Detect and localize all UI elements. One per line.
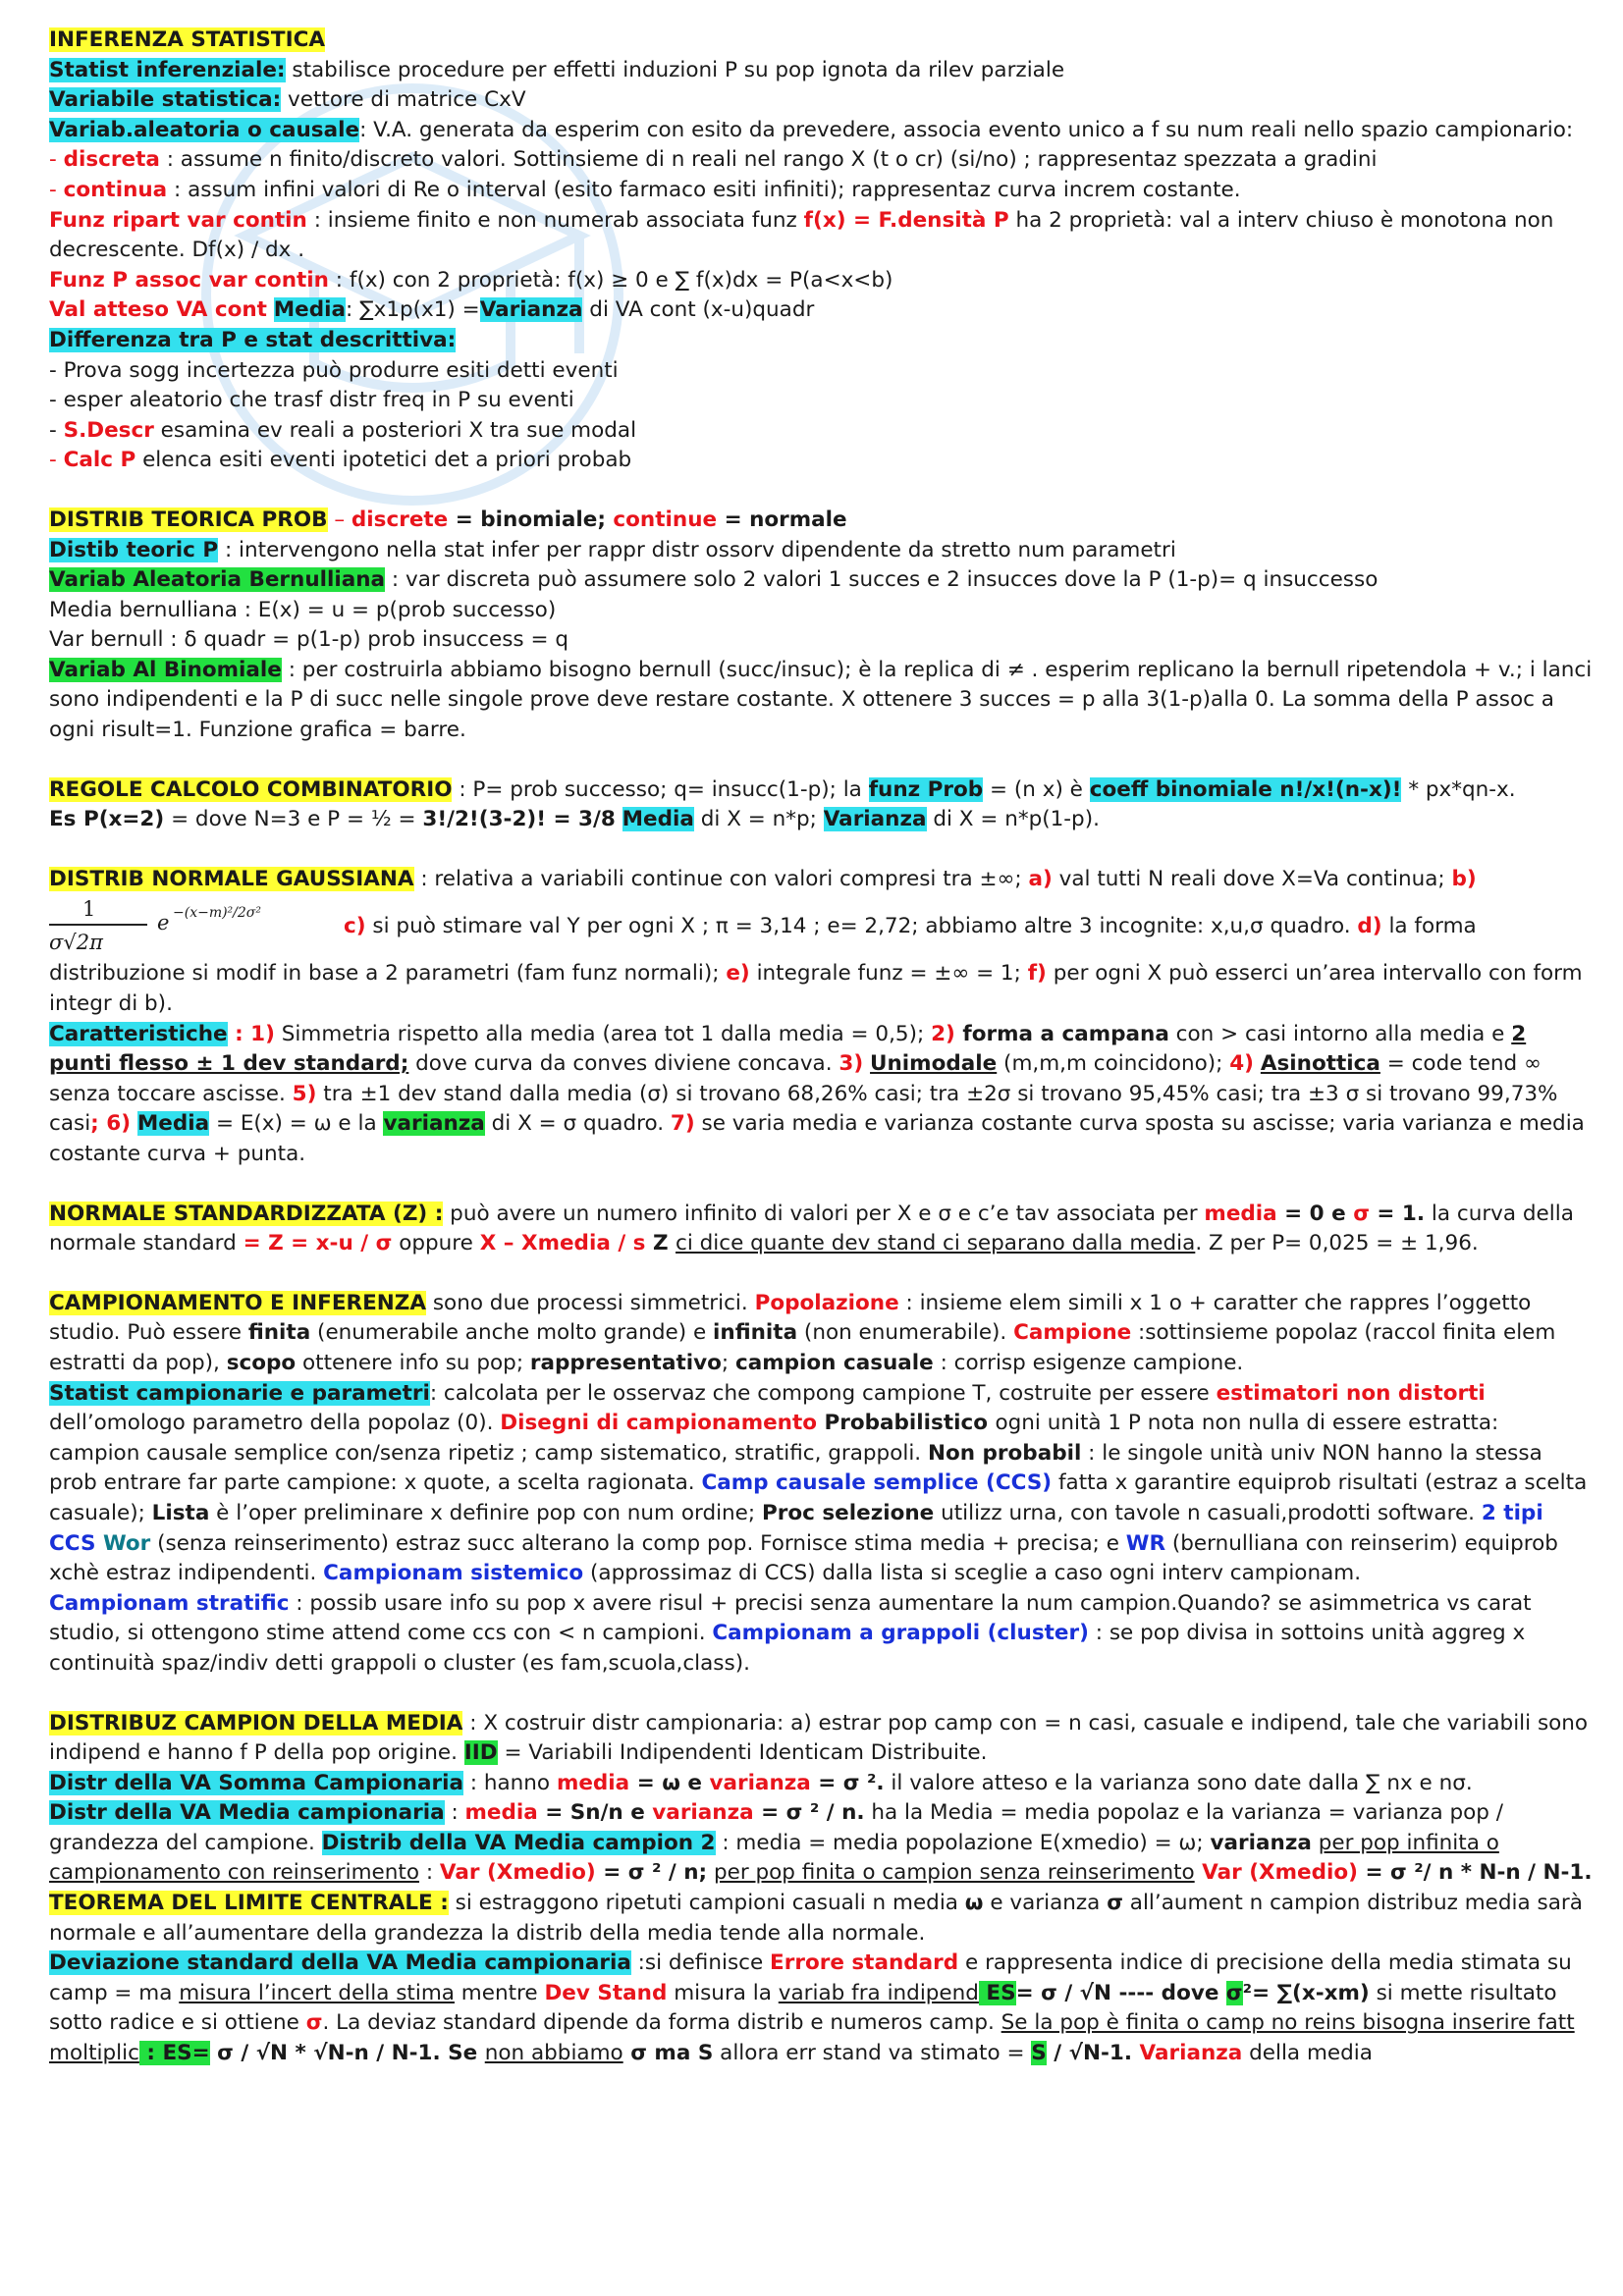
heading-normale-standardizzata: NORMALE STANDARDIZZATA (Z) :	[49, 1201, 444, 1226]
text: : hanno	[462, 1770, 557, 1795]
text: e varianza	[983, 1891, 1108, 1916]
text: –	[327, 507, 352, 532]
term: ω	[964, 1891, 984, 1916]
text: di VA cont (x-u)quadr	[582, 297, 815, 323]
document-page	[49, 26, 1593, 2069]
text: = E(x) = ω e la	[209, 1111, 384, 1137]
term: Calc P	[63, 448, 136, 473]
paragraph	[49, 416, 1593, 447]
term: IID	[463, 1740, 498, 1766]
term: infinita	[713, 1320, 798, 1346]
term: scopo	[226, 1350, 297, 1375]
text: misura la	[667, 1980, 779, 2005]
term: discreta	[63, 147, 160, 173]
text: la forma distribuzione si modif in base a 2 parametri (fam funz normali);	[49, 914, 1477, 987]
text: tra ±1 dev stand dalla media (σ) si trovano 68,26% casi; tra ±2σ si trovano 95,45% casi; tra ±3 σ si trovano 99,73% casi	[49, 1081, 1558, 1137]
text: = (n x) è	[983, 776, 1090, 802]
term: σ	[1353, 1201, 1370, 1226]
paragraph	[49, 805, 1593, 835]
text: ;	[721, 1350, 735, 1375]
term: forma a campana	[954, 1021, 1169, 1046]
text: = Sn/n e	[537, 1800, 653, 1826]
paragraph	[49, 565, 1593, 596]
text: val tutti N reali dove X=Va continua;	[1052, 866, 1452, 891]
paragraph	[49, 1798, 1593, 1889]
text: se varia media e varianza costante curva sposta su ascisse; varia varianza e media costante curva + punta.	[49, 1111, 1585, 1166]
term: Funz ripart var contin	[49, 207, 307, 233]
text: = code tend ∞ senza toccare ascisse.	[49, 1051, 1542, 1106]
text: ha 2 proprietà: val a interv chiuso è monotona non decrescente. Df(x) / dx .	[49, 207, 1554, 263]
text: dell’omologo parametro della popolaz (0).	[49, 1411, 501, 1436]
term: Varianza	[823, 807, 927, 832]
text	[1312, 1831, 1319, 1855]
paragraph	[49, 56, 1593, 86]
spacer	[49, 1170, 1593, 1200]
paragraph	[49, 1769, 1593, 1799]
paragraph: Media bernulliana : E(x) = u = p(prob successo)	[49, 597, 557, 622]
term: Distib teoric P	[49, 537, 219, 562]
paragraph	[49, 116, 1593, 146]
text	[616, 807, 622, 831]
text: integrale funz = ±∞ = 1;	[749, 961, 1028, 987]
term: Distr della VA Media campionaria	[49, 1800, 445, 1826]
term: Varianza	[479, 297, 583, 323]
spacer	[49, 746, 1593, 775]
term: Distrib della VA Media campion 2	[321, 1830, 716, 1855]
term: Proc selezione	[762, 1500, 935, 1525]
paragraph	[49, 1589, 1593, 1680]
text: ha la Media = media popolaz e la varianza = varianza pop / grandezza del campione.	[49, 1800, 1503, 1855]
text: per pop infinita o campionamento con reinserimento	[49, 1830, 1499, 1886]
term: Differenza tra P e stat descrittiva:	[49, 327, 457, 352]
text: = normale	[717, 507, 847, 532]
text: : f(x) con 2 proprietà: f(x) ≥ 0 e ∑ f(x)dx = P(a<x<b)	[328, 267, 893, 293]
paragraph	[49, 145, 1593, 176]
term: Media	[136, 1111, 210, 1137]
text: : corrisp esigenze campione.	[933, 1350, 1244, 1375]
paragraph: - Prova sogg incertezza può produrre esiti detti eventi	[49, 357, 619, 383]
term: = Z = x-u / σ	[243, 1231, 393, 1256]
term: Variab Al Binomiale	[49, 657, 282, 682]
text: vettore di matrice CxV	[281, 87, 526, 113]
term: Unimodale	[870, 1051, 998, 1077]
formula-numerator: 1	[82, 897, 96, 922]
section-normale-standardizzata	[49, 1200, 1593, 1259]
text: . La deviaz standard dipende da forma distrib e numeros camp.	[322, 2010, 1001, 2036]
term: Asinottica	[1260, 1051, 1380, 1077]
text: = σ ².	[810, 1770, 885, 1795]
text: con > casi intorno alla media e	[1168, 1021, 1512, 1046]
text: e rappresenta indice di precisione della media stimata su camp = ma	[49, 1950, 1572, 2005]
text: = Variabili Indipendenti Identicam Distribuite.	[497, 1740, 988, 1766]
dash: -	[49, 448, 64, 473]
heading-distribuz-campion-media: DISTRIBUZ CAMPION DELLA MEDIA	[49, 1710, 463, 1735]
term: Dev Stand	[544, 1980, 668, 2005]
paragraph	[49, 295, 1593, 326]
text: mentre	[454, 1980, 545, 2005]
text: : per costruirla abbiamo bisogno bernull (succ/insuc); è la replica di ≠ . esperim replicano la bernull ripetendola + v.; i lanci sono indipendenti e la P di succ nelle singole prove deve restare costante. X ottenere 3 succes = p alla 3(1-p)alla 0. La somma della P assoc a ogni risult=1. Funzione grafica = barre.	[49, 657, 1593, 743]
text: / √N-1.	[1046, 2041, 1140, 2066]
term: S.Descr	[63, 417, 154, 443]
text: (senza reinserimento) estraz succ alterano la comp pop. Fornisce stima media + precisa; e	[150, 1530, 1126, 1556]
marker: b)	[1451, 866, 1477, 891]
text: = ω e	[629, 1770, 710, 1795]
text: σ ma	[622, 2041, 698, 2066]
paragraph: - esper aleatorio che trasf distr freq in P su eventi	[49, 388, 574, 413]
section-limite-centrale	[49, 1889, 1593, 1949]
term: varianza	[652, 1800, 754, 1826]
text: : media = media popolazione E(xmedio) = ω;	[715, 1830, 1211, 1855]
text: sono due processi simmetrici.	[426, 1290, 755, 1315]
marker: 3)	[839, 1051, 864, 1077]
term: Probabilistico	[817, 1411, 996, 1436]
term: WR	[1125, 1530, 1166, 1556]
text: = σ / √N ---- dove	[1015, 1980, 1226, 2005]
marker: a)	[1028, 866, 1053, 891]
term: Statist inferenziale:	[49, 57, 286, 82]
text: di X = n*p;	[693, 807, 824, 832]
heading-teorema-limite-centrale: TEOREMA DEL LIMITE CENTRALE :	[49, 1891, 449, 1916]
term: Media	[273, 297, 347, 323]
text: = dove N=3 e P = ½ =	[164, 807, 423, 832]
text: * px*qn-x.	[1401, 776, 1516, 802]
term: 2 punti flesso ± 1 dev standard;	[49, 1021, 1527, 1077]
text	[131, 1111, 137, 1136]
term: coeff binomiale n!/x!(n-x)!	[1089, 776, 1402, 802]
marker: 5)	[292, 1081, 317, 1106]
term: Lista	[151, 1500, 210, 1525]
paragraph	[49, 85, 1593, 116]
term: σ	[305, 2010, 323, 2036]
section-campionamento	[49, 1289, 1593, 1379]
formula-exponent: −(x−m)²/2σ²	[173, 905, 261, 922]
text: : ∑x1p(x1) =	[346, 297, 480, 323]
term: 3!/2!(3-2)! = 3/8	[422, 807, 616, 832]
text: Se la pop è finita o camp no reins bisogna inserire fatt moltiplic	[49, 2010, 1575, 2066]
term: Es P(x=2)	[49, 807, 165, 832]
text	[707, 1860, 714, 1885]
text: della media	[1242, 2041, 1373, 2066]
text: . Z per P= 0,025 = ± 1,96.	[1195, 1231, 1479, 1256]
text: si può stimare val Y per ogni X ; π = 3,14 ; e= 2,72; abbiamo altre 3 incognite: x,u,σ quadro.	[365, 914, 1358, 939]
term: Statist campionarie e parametri	[49, 1380, 430, 1406]
text: è l’oper preliminare x definire pop con num ordine;	[209, 1500, 762, 1525]
term: varianza	[1210, 1830, 1312, 1855]
formula-denominator: σ√2π	[49, 931, 103, 955]
term: : ES=	[138, 2041, 210, 2066]
text: dove curva da conves diviene concava.	[408, 1051, 839, 1077]
term: media	[464, 1800, 538, 1826]
term: Distr della VA Somma Campionaria	[49, 1770, 463, 1795]
term: Funz P assoc var contin	[49, 267, 329, 293]
term: continua	[63, 177, 168, 202]
text: Z	[645, 1231, 676, 1256]
term: Deviazione standard della VA Media campionaria	[49, 1950, 631, 1976]
term: σ	[1107, 1891, 1123, 1916]
term: Var (Xmedio)	[439, 1860, 596, 1886]
spacer	[49, 1259, 1593, 1289]
term: X – Xmedia / s	[479, 1231, 646, 1256]
text: : insieme elem simili x 1 o + caratter che rappres l’oggetto studio. Può essere	[49, 1290, 1532, 1346]
spacer	[49, 476, 1593, 506]
term: Campionam stratific	[49, 1590, 290, 1616]
text: di X = σ quadro.	[484, 1111, 671, 1137]
term: discrete	[351, 507, 449, 532]
term: Caratteristiche	[49, 1021, 228, 1046]
text: :si definisce	[630, 1950, 771, 1976]
text: utilizz urna, con tavole n casuali,prodotti software.	[934, 1500, 1482, 1525]
text: il valore atteso e la varianza sono date dalla ∑ nx e nσ.	[884, 1770, 1473, 1795]
marker: f)	[1027, 961, 1047, 987]
text: si mette risultato sotto radice e si ottiene	[49, 1980, 1557, 2036]
heading-inferenza-statistica: INFERENZA STATISTICA	[49, 27, 326, 52]
text: di X = n*p(1-p).	[926, 807, 1100, 832]
text: :sottinsieme popolaz (raccol finita elem estratti da pop),	[49, 1320, 1556, 1375]
dash: -	[49, 177, 64, 202]
spacer	[49, 835, 1593, 865]
term: Wor	[95, 1530, 151, 1556]
formula-fraction-bar	[49, 924, 147, 926]
term: Val atteso VA cont	[49, 297, 267, 323]
term: varianza	[383, 1111, 485, 1137]
section-calcolo-combinatorio	[49, 775, 1593, 806]
marker: ; 6)	[90, 1111, 132, 1137]
paragraph	[49, 1379, 1593, 1589]
text: ²= ∑(x-xm)	[1242, 1980, 1370, 2005]
term: campion casuale	[734, 1350, 934, 1375]
text: = binomiale;	[448, 507, 614, 532]
text: σ / √N * √N-n / N-1. Se	[209, 2041, 485, 2066]
term: continue	[613, 507, 718, 532]
term: media	[556, 1770, 630, 1795]
term: Var (Xmedio)	[1194, 1860, 1358, 1886]
text: Simmetria rispetto alla media (area tot 1 dalla media = 0,5);	[274, 1021, 932, 1046]
text: (approssimaz di CCS) dalla lista si sceglie a caso ogni interv campionam.	[583, 1561, 1362, 1586]
marker: 4)	[1229, 1051, 1254, 1077]
text: : se pop divisa in sottoins unità aggreg x continuità spaz/indiv detti grappoli o cluster (es fam,scuola,class).	[49, 1621, 1526, 1676]
term: Camp causale semplice (CCS)	[701, 1470, 1053, 1496]
text: stabilisce procedure per effetti induzioni P su pop ignota da rilev parziale	[285, 57, 1065, 82]
heading-campionamento-inferenza: CAMPIONAMENTO E INFERENZA	[49, 1290, 426, 1315]
text: ogni unità 1 P nota non nulla di essere estratta: campion causale semplice con/senza ripetiz ; camp sistematico, stratific, grappoli.	[49, 1411, 1499, 1466]
text: : X costruir distr campionaria: a) estrar pop camp con = n casi, casuale e indipend, tale che variabili sono indipend e hanno f P della pop origine.	[49, 1710, 1589, 1766]
text: = σ ² / n;	[595, 1860, 708, 1886]
term: ES	[978, 1980, 1016, 2005]
text: = σ ²/ n * N-n / N-1.	[1357, 1860, 1593, 1886]
term: Disegni di campionamento	[500, 1411, 818, 1436]
term: Media	[622, 807, 694, 832]
text: :	[444, 1800, 465, 1826]
text: all’aument n campion distribuz media sarà normale e all’aumentare della grandezza la distrib della media tende alla normale.	[49, 1891, 1583, 1946]
marker: 2)	[931, 1021, 955, 1046]
text: la curva della normale standard	[49, 1201, 1574, 1256]
text: : intervengono nella stat infer per rappr distr ossorv dipendente da stretto num parametri	[218, 537, 1176, 562]
text: elenca esiti eventi ipotetici det a priori probab	[135, 448, 632, 473]
paragraph	[49, 176, 1593, 206]
text: esamina ev reali a posteriori X tra sue modal	[153, 417, 637, 443]
term: rappresentativo	[529, 1350, 722, 1375]
text: :	[419, 1860, 440, 1886]
text: misura l’incert della stima	[179, 1980, 455, 2005]
text: : var discreta può assumere solo 2 valori 1 succes e 2 insucces dove la P (1-p)= q insuccesso	[385, 567, 1379, 593]
section-normale-gaussiana	[49, 865, 1593, 895]
text: = σ ² / n.	[753, 1800, 865, 1826]
paragraph	[49, 1949, 1593, 2068]
paragraph	[49, 326, 1593, 356]
text: = 0 e	[1276, 1201, 1354, 1226]
heading-distrib-normale: DISTRIB NORMALE GAUSSIANA	[49, 866, 414, 891]
term: σ	[1225, 1980, 1243, 2005]
text: allora err stand va stimato =	[713, 2041, 1032, 2066]
paragraph	[49, 446, 1593, 476]
term: Campionam sistemico	[323, 1561, 584, 1586]
text: : calcolata per le osservaz che compong campione T, costruite per essere	[429, 1380, 1217, 1406]
dash: -	[49, 147, 64, 173]
term: Variabile statistica:	[49, 87, 282, 113]
text: : P= prob successo; q= insucc(1-p); la	[452, 776, 869, 802]
term: varianza	[709, 1770, 811, 1795]
text: (enumerabile anche molto grande) e	[310, 1320, 714, 1346]
section-distribuz-campion	[49, 1709, 1593, 1769]
term: 2 tipi CCS	[49, 1500, 1543, 1556]
paragraph	[49, 894, 1593, 1019]
term: Errore standard	[770, 1950, 959, 1976]
dash: -	[49, 417, 64, 443]
term: estimatori non distorti	[1216, 1380, 1486, 1406]
text: : assum infini valori di Re o interval (esito farmaco esiti infiniti); rappresentaz curva increm costante.	[167, 177, 1241, 202]
term: Variab Aleatoria Bernulliana	[49, 567, 386, 593]
term: finita	[247, 1320, 311, 1346]
marker: 7)	[670, 1111, 695, 1137]
text: : assume n finito/discreto valori. Sottinsieme di n reali nel rango X (t o cr) (si/no) ; rappresentaz spezzata a gradini	[159, 147, 1378, 173]
text: : relativa a variabili continue con valori compresi tra ±∞;	[413, 866, 1029, 891]
paragraph	[49, 536, 1593, 566]
paragraph: Var bernull : δ quadr = p(1-p) prob insuccess = q	[49, 627, 568, 653]
section-distrib-teorica	[49, 506, 1593, 536]
gaussian-formula	[49, 894, 285, 959]
term: Campionam a grappoli (cluster)	[712, 1621, 1089, 1646]
term: Campione	[1013, 1320, 1132, 1346]
term: Non probabil	[927, 1440, 1082, 1466]
spacer	[49, 1680, 1593, 1709]
text: oppure	[392, 1231, 480, 1256]
text: = 1.	[1369, 1201, 1426, 1226]
marker: c)	[344, 914, 366, 939]
term: funz Prob	[868, 776, 984, 802]
heading-distrib-teorica-prob: DISTRIB TEORICA PROB	[49, 507, 328, 532]
text: variab fra indipend	[778, 1980, 979, 2005]
marker: : 1)	[227, 1021, 275, 1046]
paragraph	[49, 656, 1593, 746]
text: (non enumerabile).	[797, 1320, 1014, 1346]
heading-regole-calcolo: REGOLE CALCOLO COMBINATORIO	[49, 776, 453, 802]
marker: d)	[1357, 914, 1382, 939]
term: Variab.aleatoria o causale	[49, 117, 360, 142]
text: non abbiamo	[484, 2041, 623, 2066]
text: : possib usare info su pop x avere risul + precisi senza aumentare la num campion.Quando? se asimmetrica vs carat studio, si ottengono stime attend come ccs con < n campioni.	[49, 1590, 1532, 1646]
text: ci dice quante dev stand ci separano dalla media	[676, 1231, 1196, 1256]
paragraph	[49, 1020, 1593, 1170]
text: può avere un numero infinito di valori per X e σ e c’e tav associata per	[443, 1201, 1205, 1226]
text: si estraggono ripetuti campioni casuali n media	[448, 1891, 965, 1916]
text: fatta x garantire equiprob risultati (estraz a scelta casuale);	[49, 1470, 1588, 1525]
term: S	[1031, 2041, 1047, 2066]
text: (bernulliana con reinserim) equiprob xchè estraz indipendenti.	[49, 1530, 1558, 1586]
term: Popolazione	[754, 1290, 899, 1315]
paragraph	[49, 266, 1593, 296]
marker: e)	[726, 961, 750, 987]
term: f(x) = F.densità P	[803, 207, 1009, 233]
text: : le singole unità univ NON hanno la stessa prob entrare far parte campione: x quote, a scelta ragionata.	[49, 1440, 1542, 1496]
term: Varianza	[1139, 2041, 1243, 2066]
text: : insieme finito e non numerab associata funz	[306, 207, 804, 233]
formula-exp-base: e	[157, 911, 170, 935]
term: S	[697, 2041, 714, 2066]
section-inferenza	[49, 26, 1593, 56]
paragraph	[49, 206, 1593, 266]
text: : V.A. generata da esperim con esito da prevedere, associa evento unico a f su num reali nello spazio campionario:	[359, 117, 1574, 142]
text: ottenere info su pop;	[296, 1350, 530, 1375]
text: per pop finita o campion senza reinserimento	[713, 1860, 1195, 1886]
text: (m,m,m coincidono);	[997, 1051, 1230, 1077]
text: per ogni X può esserci un’area intervallo con form integr di b).	[49, 961, 1583, 1017]
term: media	[1204, 1201, 1277, 1226]
